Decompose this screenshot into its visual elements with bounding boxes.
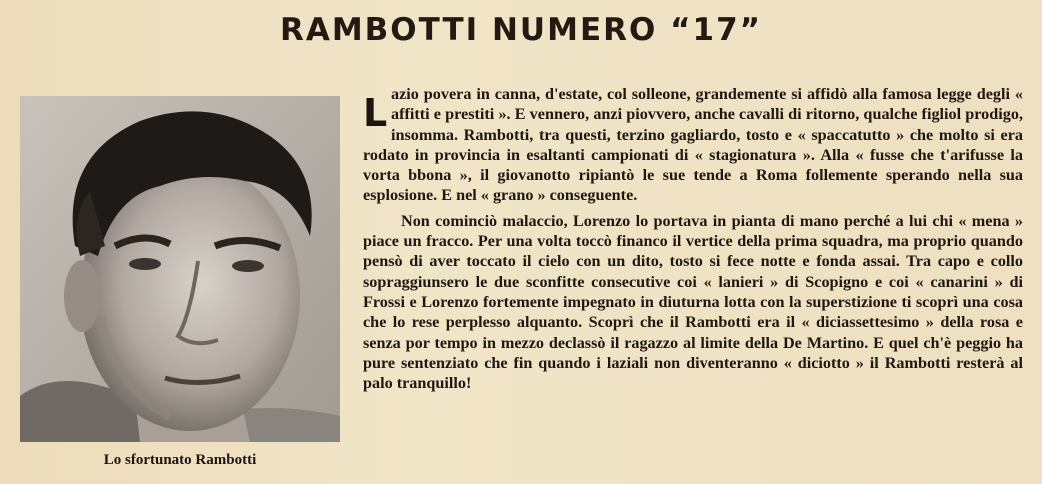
- drop-cap: L: [363, 91, 388, 135]
- article-paragraph-2: Non cominciò malaccio, Lorenzo lo portava in pianta di mano perché a lui chi « mena » piace un fracco. Per una volta toccò financo il vertice della prima squadra, ma proprio quando pensò di aver toccato il cielo con un dito, tosto si fece notte e fonda assai. Tra capo e collo sopraggiunsero le due sconfitte consecutive coi « lanieri » di Scopigno e coi « canarini » di Frossi e Lorenzo fortemente impegnato in diuturna lotta con la superstizione ti scoprì una cosa che lo rese perplesso alquanto. Scoprì che il Rambotti era il « diciassettesimo » della rosa e senza por tempo in mezzo declassò il ragazzo al limite della De Martino. E quel ch'è peggio ha pure sentenziato che fin quando i laziali non diventeranno « diciotto » il Rambotti resterà al palo tranquillo!: [363, 211, 1023, 393]
- article-body: [363, 84, 1023, 393]
- article-paragraph-1: [363, 84, 1023, 206]
- photo-caption: Lo sfortunato Rambotti: [103, 452, 257, 468]
- headline: RAMBOTTI NUMERO “17”: [279, 12, 763, 48]
- rambotti-portrait-photo: [20, 96, 340, 442]
- article-paragraph-1-text: azio povera in canna, d'estate, col solleone, grandemente si affidò alla famosa legge degli « affitti e prestiti ». E vennero, anzi piovvero, anche cavalli di ritorno, qualche figliol prodigo, insomma. Rambotti, tra questi, terzino gagliardo, tosto e « spaccatutto » che molto si era rodato in provincia in esaltanti campionati di « stagionatura ». Alla « fusse che t'arifusse la vorta bbona », il giovanotto ripiantò le sue tende a Roma follemente sperando nella sua esplosione. E nel « grano » conseguente.: [363, 85, 1023, 205]
- portrait-illustration: [20, 96, 340, 442]
